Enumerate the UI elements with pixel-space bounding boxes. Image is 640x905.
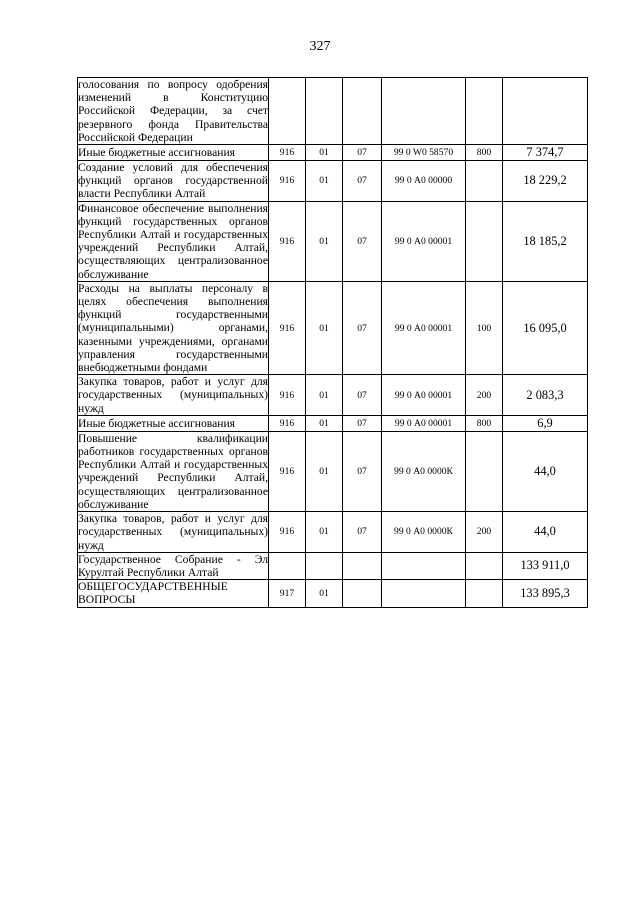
amount-cell: 7 374,7: [503, 145, 588, 161]
table-row: [78, 161, 588, 202]
expense-name-cell: Государственное Собрание - Эл Курултай Республики Алтай: [78, 552, 268, 579]
subsection-code-cell: 07: [343, 375, 382, 416]
expense-type-code-cell: [466, 78, 503, 145]
department-code-cell: 916: [269, 161, 306, 202]
section-code-cell: 01: [306, 145, 343, 161]
subsection-code-cell: [343, 552, 382, 579]
expense-name-cell: Создание условий для обеспечения функций органов государственной власти Республики Алтай: [78, 161, 268, 201]
table-row: [78, 431, 588, 511]
subsection-code-cell: [343, 580, 382, 607]
amount-cell: 16 095,0: [503, 281, 588, 374]
section-code-cell: 01: [306, 580, 343, 607]
table-row: [78, 201, 588, 281]
section-code-cell: [306, 78, 343, 145]
expense-name-cell: Закупка товаров, работ и услуг для государственных (муниципальных) нужд: [78, 375, 268, 415]
table-row: [78, 512, 588, 553]
amount-cell: 133 895,3: [503, 580, 588, 607]
department-code-cell: 916: [269, 415, 306, 431]
budget-table: [77, 77, 588, 608]
table-row: [78, 78, 588, 145]
expense-type-code-cell: [466, 201, 503, 281]
table-row: [78, 552, 588, 579]
amount-cell: 44,0: [503, 512, 588, 553]
page-number: 327: [309, 39, 331, 54]
department-code-cell: 916: [269, 431, 306, 511]
table-row: [78, 415, 588, 431]
amount-cell: [503, 78, 588, 145]
expense-name-cell: ОБЩЕГОСУДАРСТВЕННЫЕ ВОПРОСЫ: [78, 580, 269, 607]
target-article-code-cell: [382, 78, 466, 145]
expense-type-code-cell: 200: [466, 512, 503, 553]
target-article-code-cell: 99 0 W0 58570: [382, 145, 466, 161]
department-code-cell: 916: [269, 512, 306, 553]
section-code-cell: 01: [306, 431, 343, 511]
subsection-code-cell: 07: [343, 415, 382, 431]
target-article-code-cell: 99 0 А0 0000К: [382, 512, 466, 553]
target-article-code-cell: 99 0 А0 0000К: [382, 431, 466, 511]
department-code-cell: 916: [269, 145, 306, 161]
section-code-cell: 01: [306, 415, 343, 431]
table-row: [78, 375, 588, 416]
section-code-cell: 01: [306, 512, 343, 553]
department-code-cell: 916: [269, 281, 306, 374]
department-code-cell: 917: [269, 580, 306, 607]
amount-cell: 2 083,3: [503, 375, 588, 416]
department-code-cell: [269, 78, 306, 145]
expense-name-cell: Иные бюджетные ассигнования: [78, 415, 269, 431]
amount-cell: 6,9: [503, 415, 588, 431]
department-code-cell: [269, 552, 306, 579]
expense-type-code-cell: [466, 431, 503, 511]
target-article-code-cell: 99 0 А0 00001: [382, 415, 466, 431]
subsection-code-cell: 07: [343, 281, 382, 374]
expense-name-cell: Иные бюджетные ассигнования: [78, 145, 269, 161]
target-article-code-cell: [382, 552, 466, 579]
target-article-code-cell: [382, 580, 466, 607]
amount-cell: 44,0: [503, 431, 588, 511]
target-article-code-cell: 99 0 А0 00001: [382, 375, 466, 416]
target-article-code-cell: 99 0 А0 00001: [382, 281, 466, 374]
expense-type-code-cell: 800: [466, 145, 503, 161]
expense-name-cell: Закупка товаров, работ и услуг для государственных (муниципальных) нужд: [78, 512, 268, 552]
section-code-cell: 01: [306, 161, 343, 202]
expense-name-cell: Финансовое обеспечение выполнения функций государственных органов Республики Алтай и государственных учреждений Республики Алтай, осуществляющих централизованное обслуживание: [78, 201, 268, 281]
target-article-code-cell: 99 0 А0 00001: [382, 201, 466, 281]
expense-type-code-cell: 200: [466, 375, 503, 416]
amount-cell: 18 185,2: [503, 201, 588, 281]
table-row: [78, 281, 588, 374]
department-code-cell: 916: [269, 375, 306, 416]
subsection-code-cell: 07: [343, 431, 382, 511]
section-code-cell: 01: [306, 201, 343, 281]
table-row: [78, 145, 588, 161]
department-code-cell: 916: [269, 201, 306, 281]
expense-type-code-cell: [466, 161, 503, 202]
expense-name-cell: Повышение квалификации работников государственных органов Республики Алтай и государственных учреждений Республики Алтай, осуществляющих централизованное обслуживание: [78, 431, 268, 511]
expense-type-code-cell: 100: [466, 281, 503, 374]
expense-type-code-cell: [466, 552, 503, 579]
table-row: [78, 580, 588, 607]
expense-type-code-cell: 800: [466, 415, 503, 431]
subsection-code-cell: 07: [343, 145, 382, 161]
budget-table-body: [78, 78, 588, 608]
subsection-code-cell: 07: [343, 161, 382, 202]
section-code-cell: 01: [306, 281, 343, 374]
section-code-cell: [306, 552, 343, 579]
section-code-cell: 01: [306, 375, 343, 416]
expense-type-code-cell: [466, 580, 503, 607]
subsection-code-cell: 07: [343, 201, 382, 281]
subsection-code-cell: 07: [343, 512, 382, 553]
target-article-code-cell: 99 0 А0 00000: [382, 161, 466, 202]
amount-cell: 18 229,2: [503, 161, 588, 202]
subsection-code-cell: [343, 78, 382, 145]
expense-name-cell: голосования по вопросу одобрения изменений в Конституцию Российской Федерации, за счет резервного фонда Правительства Российской Федерации: [78, 78, 268, 144]
amount-cell: 133 911,0: [503, 552, 588, 579]
expense-name-cell: Расходы на выплаты персоналу в целях обеспечения выполнения функций государственными (муниципальными) органами, казенными учреждениями, органами управления государственными внебюджетными фондами: [78, 281, 268, 375]
